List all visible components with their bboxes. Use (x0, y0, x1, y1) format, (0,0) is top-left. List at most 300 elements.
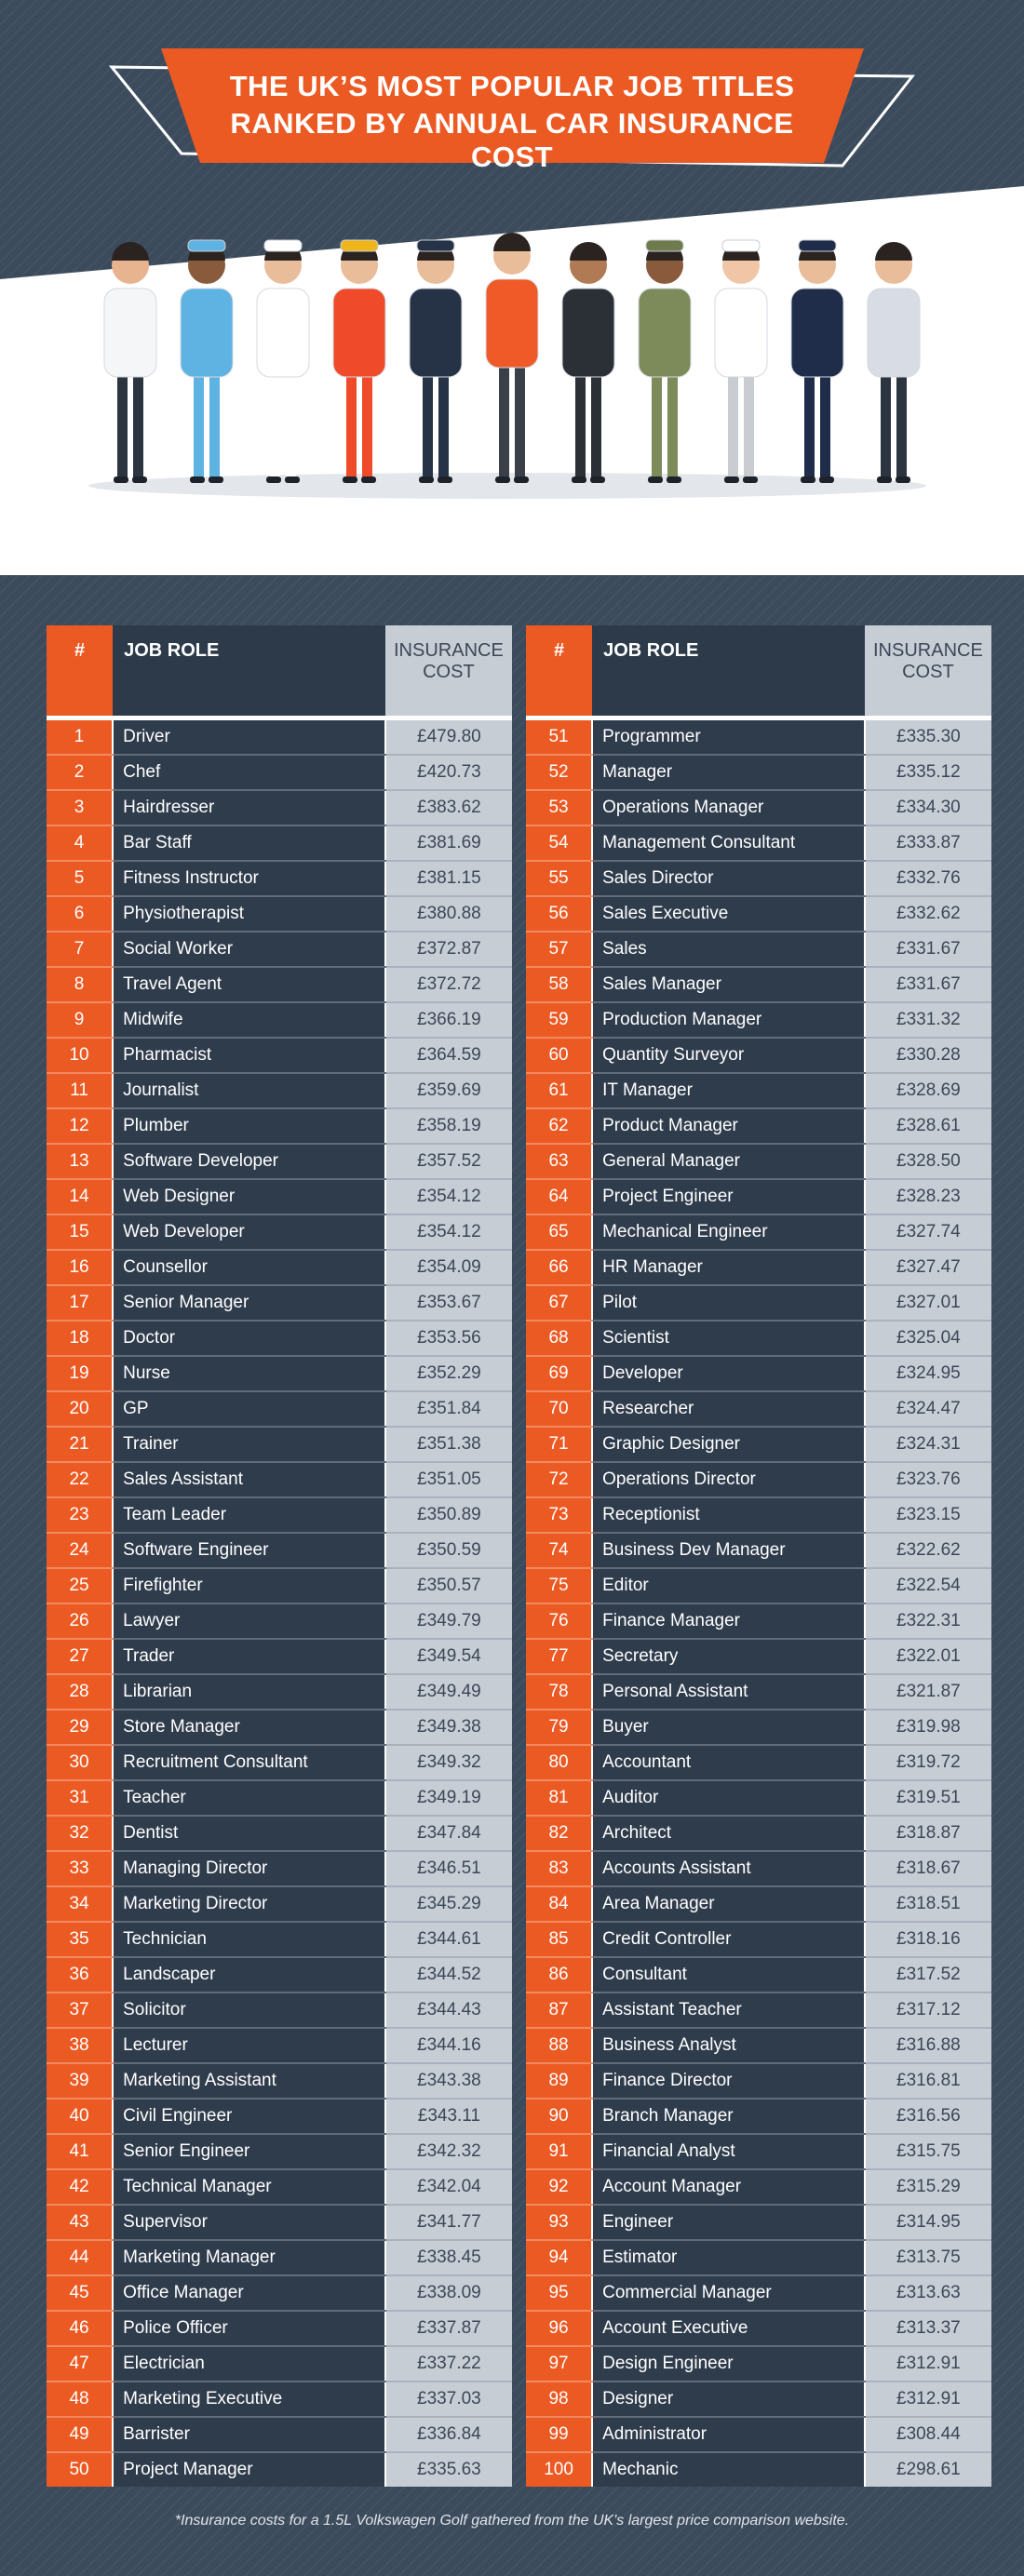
job-role-cell: Team Leader (113, 1497, 385, 1533)
table-row (47, 1992, 512, 2028)
rank-cell: 39 (47, 2063, 113, 2099)
job-role-cell: Doctor (113, 1321, 385, 1356)
figure-shoe-left (419, 476, 434, 483)
table-row (526, 861, 991, 896)
job-role-cell: Designer (592, 2381, 865, 2417)
table-row (526, 1285, 991, 1321)
insurance-cost-cell: £354.09 (385, 1250, 512, 1285)
job-role-cell: Architect (592, 1816, 865, 1851)
job-role-cell: Store Manager (113, 1710, 385, 1745)
insurance-cost-cell: £323.15 (865, 1497, 991, 1533)
rank-cell: 51 (526, 718, 592, 756)
table-row (47, 932, 512, 967)
rank-cell: 94 (526, 2240, 592, 2275)
figure-hat (646, 240, 683, 251)
insurance-cost-cell: £321.87 (865, 1674, 991, 1710)
figure-leg-left (423, 363, 433, 478)
table-row (47, 2099, 512, 2134)
table-header-row (47, 625, 512, 718)
rank-cell: 91 (526, 2134, 592, 2169)
table-row (47, 1497, 512, 1533)
insurance-cost-cell: £353.67 (385, 1285, 512, 1321)
rank-cell: 19 (47, 1356, 113, 1391)
table-row (47, 1710, 512, 1745)
rank-cell: 89 (526, 2063, 592, 2099)
figure-shoe-left (724, 476, 739, 483)
table-row (47, 1922, 512, 1957)
table-row (526, 967, 991, 1002)
rank-cell: 38 (47, 2028, 113, 2063)
job-role-cell: Sales (592, 932, 865, 967)
table-row (526, 2275, 991, 2311)
rank-cell: 72 (526, 1462, 592, 1497)
insurance-cost-cell: £479.80 (385, 718, 512, 756)
table-row (47, 1533, 512, 1568)
rank-cell: 100 (526, 2452, 592, 2487)
insurance-cost-cell: £335.30 (865, 718, 991, 756)
job-role-cell: Design Engineer (592, 2346, 865, 2381)
rank-cell: 47 (47, 2346, 113, 2381)
job-role-cell: Trainer (113, 1427, 385, 1462)
table-row (47, 2417, 512, 2452)
job-role-cell: Quantity Surveyor (592, 1038, 865, 1073)
job-role-cell: Project Manager (113, 2452, 385, 2487)
figure-shoe-left (572, 476, 586, 483)
rank-cell: 78 (526, 1674, 592, 1710)
figure-shoe-right (667, 476, 681, 483)
figure-leg-left (728, 363, 738, 478)
insurance-cost-cell: £324.95 (865, 1356, 991, 1391)
table-row (47, 2169, 512, 2205)
table-row (526, 1144, 991, 1179)
insurance-cost-cell: £332.62 (865, 896, 991, 932)
footnote: *Insurance costs for a 1.5L Volkswagen Golf gathered from the UK's largest price comparison website. (174, 2513, 850, 2529)
insurance-cost-cell: £328.61 (865, 1108, 991, 1144)
table-row (47, 1745, 512, 1780)
insurance-cost-cell: £316.56 (865, 2099, 991, 2134)
table-row (47, 1214, 512, 1250)
table-row (47, 2205, 512, 2240)
job-role-cell: Counsellor (113, 1250, 385, 1285)
rank-cell: 64 (526, 1179, 592, 1214)
header-cost-line1: INSURANCE (394, 640, 504, 661)
insurance-cost-cell: £313.63 (865, 2275, 991, 2311)
figure-leg-right (744, 363, 754, 478)
insurance-cost-cell: £319.98 (865, 1710, 991, 1745)
insurance-cost-cell: £349.38 (385, 1710, 512, 1745)
rank-cell: 42 (47, 2169, 113, 2205)
table-row (47, 861, 512, 896)
table-row (47, 2381, 512, 2417)
job-role-cell: Graphic Designer (592, 1427, 865, 1462)
rank-cell: 37 (47, 1992, 113, 2028)
insurance-cost-cell: £372.87 (385, 932, 512, 967)
job-role-cell: Production Manager (592, 1002, 865, 1038)
figure-shoe-left (877, 476, 892, 483)
figure-leg-left (881, 363, 891, 478)
table-row (526, 1851, 991, 1886)
insurance-cost-cell: £335.63 (385, 2452, 512, 2487)
figure-shoe-left (190, 476, 205, 483)
insurance-cost-cell: £347.84 (385, 1816, 512, 1851)
rank-cell: 92 (526, 2169, 592, 2205)
insurance-cost-cell: £328.50 (865, 1144, 991, 1179)
table-row (47, 1816, 512, 1851)
rank-cell: 6 (47, 896, 113, 932)
figure-shoe-right (438, 476, 452, 483)
figure-hat (722, 240, 760, 251)
insurance-cost-cell: £308.44 (865, 2417, 991, 2452)
rank-cell: 98 (526, 2381, 592, 2417)
rank-cell: 74 (526, 1533, 592, 1568)
figure-leg-left (346, 363, 357, 478)
job-role-cell: Marketing Executive (113, 2381, 385, 2417)
table-row (526, 1992, 991, 2028)
table-row (526, 1038, 991, 1073)
job-role-cell: Fitness Instructor (113, 861, 385, 896)
insurance-cost-cell: £354.12 (385, 1179, 512, 1214)
job-role-cell: Teacher (113, 1780, 385, 1816)
insurance-cost-cell: £343.38 (385, 2063, 512, 2099)
insurance-cost-cell: £344.61 (385, 1922, 512, 1957)
table-row (526, 2169, 991, 2205)
job-role-cell: Software Developer (113, 1144, 385, 1179)
table-row (526, 1886, 991, 1922)
table-row (526, 1603, 991, 1639)
insurance-cost-cell: £335.12 (865, 755, 991, 790)
table-row (47, 1073, 512, 1108)
rank-cell: 85 (526, 1922, 592, 1957)
header-rank: # (47, 625, 113, 718)
job-role-cell: Marketing Director (113, 1886, 385, 1922)
figure-shoe-right (896, 476, 910, 483)
table-row (47, 1144, 512, 1179)
table-row (47, 2028, 512, 2063)
rank-cell: 63 (526, 1144, 592, 1179)
job-role-cell: HR Manager (592, 1250, 865, 1285)
insurance-cost-cell: £372.72 (385, 967, 512, 1002)
table-row (47, 718, 512, 756)
rank-cell: 31 (47, 1780, 113, 1816)
job-role-cell: Senior Engineer (113, 2134, 385, 2169)
insurance-cost-cell: £317.12 (865, 1992, 991, 2028)
rank-cell: 28 (47, 1674, 113, 1710)
table-row (526, 1214, 991, 1250)
rank-cell: 27 (47, 1639, 113, 1674)
ranking-table-left (47, 625, 512, 2487)
job-role-cell: Landscaper (113, 1957, 385, 1992)
job-role-cell: Sales Manager (592, 967, 865, 1002)
rank-cell: 11 (47, 1073, 113, 1108)
insurance-cost-cell: £344.52 (385, 1957, 512, 1992)
figure-torso (257, 288, 309, 377)
rank-cell: 22 (47, 1462, 113, 1497)
figure-shoe-left (495, 476, 510, 483)
job-role-cell: Area Manager (592, 1886, 865, 1922)
insurance-cost-cell: £358.19 (385, 1108, 512, 1144)
job-role-cell: Business Analyst (592, 2028, 865, 2063)
figure-leg-right (820, 363, 830, 478)
rank-cell: 97 (526, 2346, 592, 2381)
insurance-cost-cell: £316.88 (865, 2028, 991, 2063)
job-role-cell: Technical Manager (113, 2169, 385, 2205)
insurance-cost-cell: £346.51 (385, 1851, 512, 1886)
figure-leg-right (896, 363, 907, 478)
insurance-cost-cell: £337.22 (385, 2346, 512, 2381)
insurance-cost-cell: £331.32 (865, 1002, 991, 1038)
rank-cell: 23 (47, 1497, 113, 1533)
table-row (47, 1179, 512, 1214)
job-role-cell: Engineer (592, 2205, 865, 2240)
rank-cell: 1 (47, 718, 113, 756)
insurance-cost-cell: £318.87 (865, 1816, 991, 1851)
insurance-cost-cell: £336.84 (385, 2417, 512, 2452)
table-row (47, 1568, 512, 1603)
job-role-cell: Librarian (113, 1674, 385, 1710)
rank-cell: 56 (526, 896, 592, 932)
table-row (47, 790, 512, 825)
figure-shoe-right (209, 476, 223, 483)
table-row (47, 2346, 512, 2381)
insurance-cost-cell: £334.30 (865, 790, 991, 825)
figure-torso (562, 288, 614, 377)
table-row (526, 1639, 991, 1674)
insurance-cost-cell: £353.56 (385, 1321, 512, 1356)
figure-hair (112, 242, 149, 261)
figure-leg-left (117, 363, 128, 478)
insurance-cost-cell: £380.88 (385, 896, 512, 932)
job-role-cell: Project Engineer (592, 1179, 865, 1214)
insurance-cost-cell: £351.84 (385, 1391, 512, 1427)
figure-torso (486, 279, 538, 368)
figure-leg-left (575, 363, 586, 478)
insurance-cost-cell: £420.73 (385, 755, 512, 790)
table-row (526, 932, 991, 967)
ranking-table-right (526, 625, 991, 2487)
table-header-row (526, 625, 991, 718)
table-row (526, 2381, 991, 2417)
table-row (526, 1780, 991, 1816)
job-role-cell: Technician (113, 1922, 385, 1957)
figure-leg-right (515, 354, 525, 478)
job-role-cell: Civil Engineer (113, 2099, 385, 2134)
figure-leg-right (438, 363, 449, 478)
job-role-cell: Trader (113, 1639, 385, 1674)
table-row (526, 1497, 991, 1533)
figure-torso (104, 288, 156, 377)
job-role-cell: Consultant (592, 1957, 865, 1992)
insurance-cost-cell: £322.01 (865, 1639, 991, 1674)
table-row (47, 2452, 512, 2487)
insurance-cost-cell: £343.11 (385, 2099, 512, 2134)
rank-cell: 41 (47, 2134, 113, 2169)
table-row (526, 1179, 991, 1214)
header-cost-line2: COST (902, 662, 954, 682)
rank-cell: 10 (47, 1038, 113, 1073)
job-role-cell: Web Developer (113, 1214, 385, 1250)
job-role-cell: Secretary (592, 1639, 865, 1674)
job-role-cell: Firefighter (113, 1568, 385, 1603)
rank-cell: 69 (526, 1356, 592, 1391)
job-role-cell: Researcher (592, 1391, 865, 1427)
rank-cell: 99 (526, 2417, 592, 2452)
table-row (47, 967, 512, 1002)
insurance-cost-cell: £319.72 (865, 1745, 991, 1780)
figure-torso (868, 288, 920, 377)
figure-hat (341, 240, 378, 251)
insurance-cost-cell: £349.19 (385, 1780, 512, 1816)
insurance-cost-cell: £351.38 (385, 1427, 512, 1462)
rank-cell: 18 (47, 1321, 113, 1356)
rank-cell: 90 (526, 2099, 592, 2134)
insurance-cost-cell: £337.87 (385, 2311, 512, 2346)
rank-cell: 2 (47, 755, 113, 790)
header-cost-line2: COST (423, 662, 475, 682)
table-row (47, 896, 512, 932)
job-role-cell: Accounts Assistant (592, 1851, 865, 1886)
job-role-cell: Pharmacist (113, 1038, 385, 1073)
table-row (526, 755, 991, 790)
table-row (47, 1462, 512, 1497)
insurance-cost-cell: £338.45 (385, 2240, 512, 2275)
job-role-cell: General Manager (592, 1144, 865, 1179)
job-role-cell: Finance Manager (592, 1603, 865, 1639)
job-role-cell: Plumber (113, 1108, 385, 1144)
job-role-cell: Receptionist (592, 1497, 865, 1533)
table-row (47, 1321, 512, 1356)
job-role-cell: Midwife (113, 1002, 385, 1038)
figure-shoe-right (285, 476, 300, 483)
table-row (47, 1285, 512, 1321)
header-insurance-cost (865, 625, 991, 718)
job-role-cell: Travel Agent (113, 967, 385, 1002)
table-row (526, 1250, 991, 1285)
rank-cell: 43 (47, 2205, 113, 2240)
insurance-cost-cell: £341.77 (385, 2205, 512, 2240)
table-row (526, 1321, 991, 1356)
insurance-cost-cell: £322.62 (865, 1533, 991, 1568)
table-row (47, 2311, 512, 2346)
insurance-cost-cell: £338.09 (385, 2275, 512, 2311)
table-row (526, 825, 991, 861)
insurance-cost-cell: £344.43 (385, 1992, 512, 2028)
rank-cell: 67 (526, 1285, 592, 1321)
insurance-cost-cell: £350.59 (385, 1533, 512, 1568)
insurance-cost-cell: £298.61 (865, 2452, 991, 2487)
job-role-cell: Bar Staff (113, 825, 385, 861)
job-role-cell: Administrator (592, 2417, 865, 2452)
job-role-cell: Electrician (113, 2346, 385, 2381)
table-row (47, 1957, 512, 1992)
insurance-cost-cell: £313.75 (865, 2240, 991, 2275)
job-role-cell: Developer (592, 1356, 865, 1391)
figure-torso (639, 288, 691, 377)
table-row (526, 2240, 991, 2275)
table-row (526, 1427, 991, 1462)
table-row (47, 1002, 512, 1038)
insurance-cost-cell: £350.89 (385, 1497, 512, 1533)
insurance-cost-cell: £349.79 (385, 1603, 512, 1639)
table-row (526, 1462, 991, 1497)
job-role-cell: Barrister (113, 2417, 385, 2452)
rank-cell: 80 (526, 1745, 592, 1780)
rank-cell: 24 (47, 1533, 113, 1568)
rank-cell: 96 (526, 2311, 592, 2346)
table-row (47, 1851, 512, 1886)
rank-cell: 44 (47, 2240, 113, 2275)
job-role-cell: Solicitor (113, 1992, 385, 2028)
figure-torso (333, 288, 385, 377)
figure-shoe-right (514, 476, 529, 483)
figure-leg-right (667, 363, 678, 478)
table-row (47, 1391, 512, 1427)
table-row (47, 2063, 512, 2099)
table-row (526, 1816, 991, 1851)
job-role-cell: Marketing Manager (113, 2240, 385, 2275)
table-row (47, 825, 512, 861)
rank-cell: 53 (526, 790, 592, 825)
insurance-cost-cell: £318.67 (865, 1851, 991, 1886)
title-line-2: RANKED BY ANNUAL CAR INSURANCE COST (230, 107, 794, 173)
insurance-cost-cell: £312.91 (865, 2346, 991, 2381)
job-role-cell: Police Officer (113, 2311, 385, 2346)
rank-cell: 68 (526, 1321, 592, 1356)
table-row (526, 1745, 991, 1780)
rank-cell: 29 (47, 1710, 113, 1745)
table-row (526, 790, 991, 825)
table-row (526, 2063, 991, 2099)
job-role-cell: Marketing Assistant (113, 2063, 385, 2099)
table-row (47, 1356, 512, 1391)
figure-torso (410, 288, 462, 377)
job-role-cell: Senior Manager (113, 1285, 385, 1321)
job-role-cell: Managing Director (113, 1851, 385, 1886)
insurance-cost-cell: £324.47 (865, 1391, 991, 1427)
table-row (526, 1533, 991, 1568)
insurance-cost-cell: £312.91 (865, 2381, 991, 2417)
rank-cell: 33 (47, 1851, 113, 1886)
insurance-cost-cell: £327.74 (865, 1214, 991, 1250)
rank-cell: 60 (526, 1038, 592, 1073)
rank-cell: 26 (47, 1603, 113, 1639)
rank-cell: 5 (47, 861, 113, 896)
figure-leg-right (286, 363, 296, 478)
figure-shoe-right (590, 476, 605, 483)
job-role-cell: Credit Controller (592, 1922, 865, 1957)
rank-cell: 48 (47, 2381, 113, 2417)
table-row (526, 1710, 991, 1745)
figure-torso (791, 288, 843, 377)
insurance-cost-cell: £344.16 (385, 2028, 512, 2063)
header-job-role: JOB ROLE (113, 625, 385, 718)
job-role-cell: Branch Manager (592, 2099, 865, 2134)
rank-cell: 25 (47, 1568, 113, 1603)
insurance-cost-cell: £327.01 (865, 1285, 991, 1321)
rank-cell: 15 (47, 1214, 113, 1250)
insurance-cost-cell: £314.95 (865, 2205, 991, 2240)
job-role-cell: Dentist (113, 1816, 385, 1851)
job-role-cell: Account Manager (592, 2169, 865, 2205)
insurance-cost-cell: £322.31 (865, 1603, 991, 1639)
job-role-cell: Sales Executive (592, 896, 865, 932)
insurance-cost-cell: £318.16 (865, 1922, 991, 1957)
rank-cell: 95 (526, 2275, 592, 2311)
header-insurance-cost (385, 625, 512, 718)
insurance-cost-cell: £325.04 (865, 1321, 991, 1356)
insurance-cost-cell: £318.51 (865, 1886, 991, 1922)
figure-shoe-right (132, 476, 147, 483)
rank-cell: 36 (47, 1957, 113, 1992)
